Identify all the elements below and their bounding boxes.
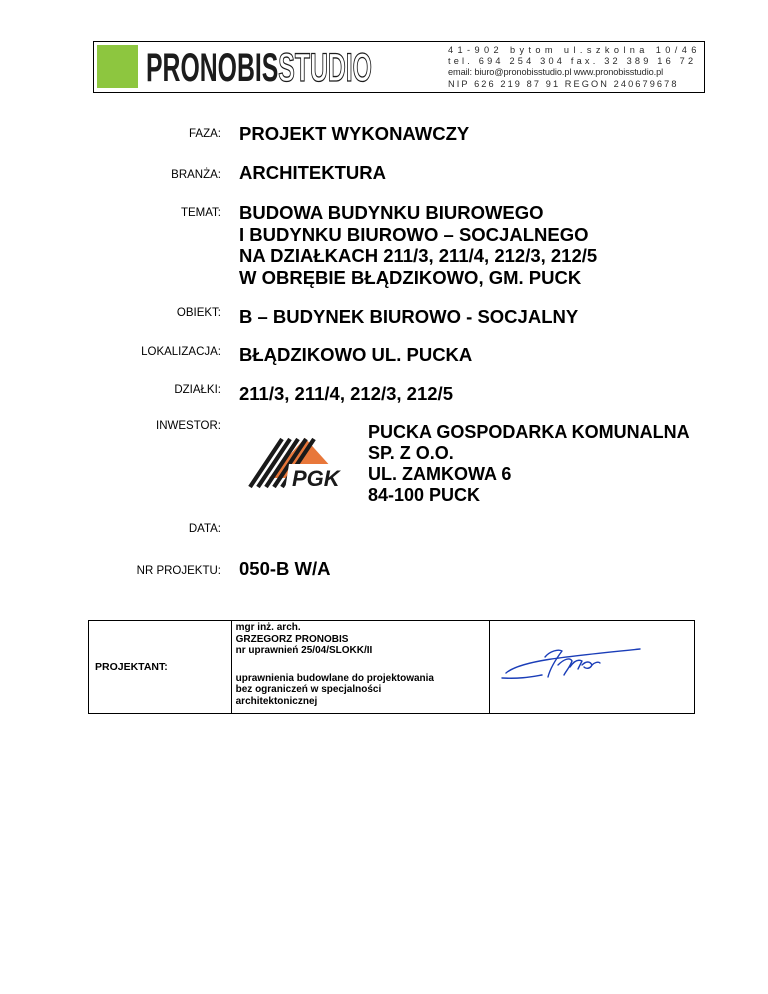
dzialki-label: DZIAŁKI:	[174, 384, 221, 396]
projektant-label: PROJEKTANT:	[89, 621, 232, 714]
temat-label: TEMAT:	[180, 207, 221, 219]
temat-value	[239, 202, 597, 288]
inwestor-line: UL. ZAMKOWA 6	[368, 464, 512, 484]
inwestor-value	[368, 422, 690, 506]
faza-label: FAZA:	[189, 128, 221, 140]
projektant-line: mgr inż. arch.	[235, 622, 301, 633]
pgk-logo	[245, 434, 349, 494]
company-logo: PRONOBISSTUDIO	[146, 46, 372, 90]
signature-cell	[490, 621, 695, 714]
temat-line: W OBRĘBIE BŁĄDZIKOWO, GM. PUCK	[239, 266, 582, 288]
obiekt-value: B – BUDYNEK BIUROWO - SOCJALNY	[239, 306, 579, 327]
projektant-line: uprawnienia budowlane do projektowania	[235, 672, 434, 684]
nr-projektu-label: NR PROJEKTU:	[136, 565, 221, 577]
projektant-line: architektonicznej	[235, 695, 318, 707]
branza-value: ARCHITEKTURA	[239, 162, 386, 183]
inwestor-label: INWESTOR:	[156, 420, 221, 432]
pgk-logo-text: PGK	[292, 466, 340, 491]
contact-block	[448, 45, 701, 90]
logo-green-square	[97, 45, 138, 88]
handwritten-signature	[490, 621, 694, 708]
contact-tax-ids: NIP 626 219 87 91 REGON 240679678	[448, 78, 679, 89]
contact-phone: tel. 694 254 304 fax. 32 389 16 72	[448, 56, 697, 67]
obiekt-label: OBIEKT:	[176, 307, 221, 319]
faza-value: PROJEKT WYKONAWCZY	[239, 123, 470, 144]
projektant-details	[231, 621, 489, 714]
temat-line: I BUDYNKU BIUROWO – SOCJALNEGO	[239, 223, 589, 245]
inwestor-line: SP. Z O.O.	[368, 443, 454, 463]
lokalizacja-label: LOKALIZACJA:	[141, 346, 221, 358]
temat-line: NA DZIAŁKACH 211/3, 211/4, 212/3, 212/5	[239, 245, 598, 266]
nr-projektu-value: 050-B W/A	[239, 558, 331, 579]
data-label: DATA:	[188, 523, 221, 535]
dzialki-value: 211/3, 211/4, 212/3, 212/5	[239, 383, 453, 404]
inwestor-line: 84-100 PUCK	[368, 485, 481, 505]
projektant-table	[88, 620, 695, 714]
projektant-line: nr uprawnień 25/04/SLOKK/II	[235, 645, 373, 656]
contact-email: email: biuro@pronobisstudio.pl www.pronobisstudio.pl	[448, 67, 664, 78]
projektant-line: GRZEGORZ PRONOBIS	[235, 633, 349, 645]
projektant-line: bez ograniczeń w specjalności	[235, 684, 382, 695]
inwestor-line: PUCKA GOSPODARKA KOMUNALNA	[368, 422, 690, 442]
branza-label: BRANŻA:	[171, 169, 221, 181]
lokalizacja-value: BŁĄDZIKOWO UL. PUCKA	[239, 344, 473, 365]
temat-line: BUDOWA BUDYNKU BIUROWEGO	[239, 202, 544, 223]
contact-address: 41-902 bytom ul.szkolna 10/46	[448, 45, 701, 55]
letterhead	[93, 41, 705, 93]
